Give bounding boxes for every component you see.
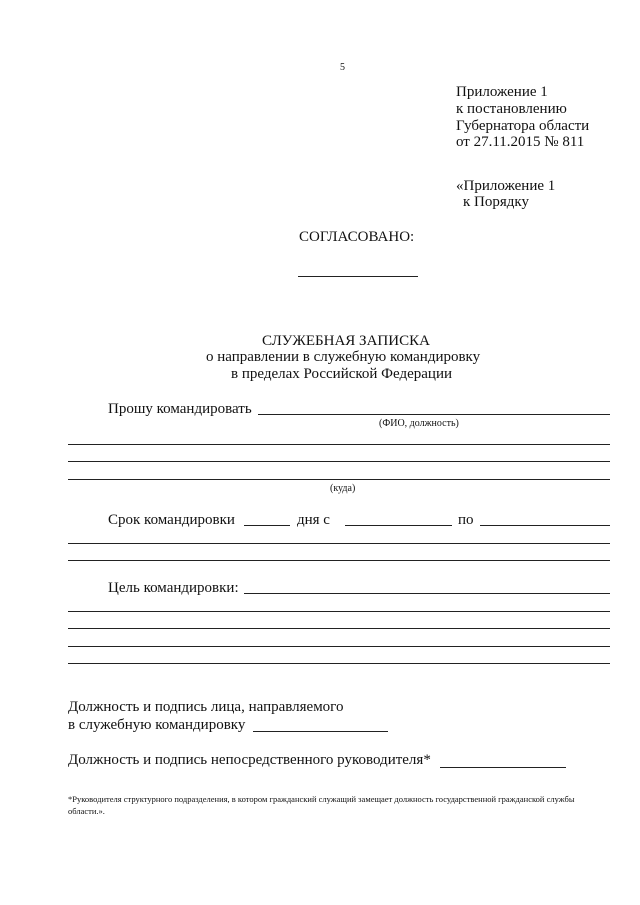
appendix-line-2: к постановлению <box>456 101 567 117</box>
manager-signature-label: Должность и подпись непосредственного руководителя* <box>68 752 431 768</box>
manager-signature-field[interactable] <box>440 767 566 768</box>
person-signature-line-2: в служебную командировку <box>68 717 246 733</box>
destination-field[interactable] <box>68 479 610 480</box>
date-from-field[interactable] <box>345 525 452 526</box>
agreed-signature-line[interactable] <box>298 276 418 277</box>
page-number: 5 <box>340 62 345 73</box>
date-to-field[interactable] <box>480 525 610 526</box>
person-signature-line-1: Должность и подпись лица, направляемого <box>68 699 344 715</box>
purpose-line-3[interactable] <box>68 628 610 629</box>
title-line-3: в пределах Российской Федерации <box>231 366 453 382</box>
purpose-label: Цель командировки: <box>108 580 239 596</box>
title-line-1: СЛУЖЕБНАЯ ЗАПИСКА <box>262 333 430 349</box>
term-label: Срок командировки <box>108 512 235 528</box>
person-signature-field[interactable] <box>253 731 388 732</box>
request-fio-field[interactable] <box>258 414 610 415</box>
fio-field-line-3[interactable] <box>68 461 610 462</box>
appendix-line-4: от 27.11.2015 № 811 <box>456 134 585 150</box>
where-hint: (куда) <box>330 483 356 494</box>
term-extra-line-1[interactable] <box>68 543 610 544</box>
fio-field-line-2[interactable] <box>68 444 610 445</box>
term-extra-line-2[interactable] <box>68 560 610 561</box>
to-label: по <box>458 512 474 528</box>
appendix-line-3: Губернатора области <box>456 118 590 134</box>
purpose-field[interactable] <box>244 593 610 594</box>
fio-hint: (ФИО, должность) <box>379 418 459 429</box>
agreed-label: СОГЛАСОВАНО: <box>299 229 415 245</box>
days-label: дня с <box>297 512 330 528</box>
footnote: *Руководителя структурного подразделения, в котором гражданский служащий замещает должность государственной гражданской службы области.». <box>68 794 575 817</box>
appendix-line-1: Приложение 1 <box>456 84 548 100</box>
purpose-line-4[interactable] <box>68 646 610 647</box>
order-line-2: к Порядку <box>463 194 529 210</box>
title-line-2: о направлении в служебную командировку <box>206 349 481 365</box>
term-days-field[interactable] <box>244 525 290 526</box>
request-label: Прошу командировать <box>108 401 252 417</box>
purpose-line-2[interactable] <box>68 611 610 612</box>
order-line-1: «Приложение 1 <box>456 178 556 194</box>
purpose-line-5[interactable] <box>68 663 610 664</box>
